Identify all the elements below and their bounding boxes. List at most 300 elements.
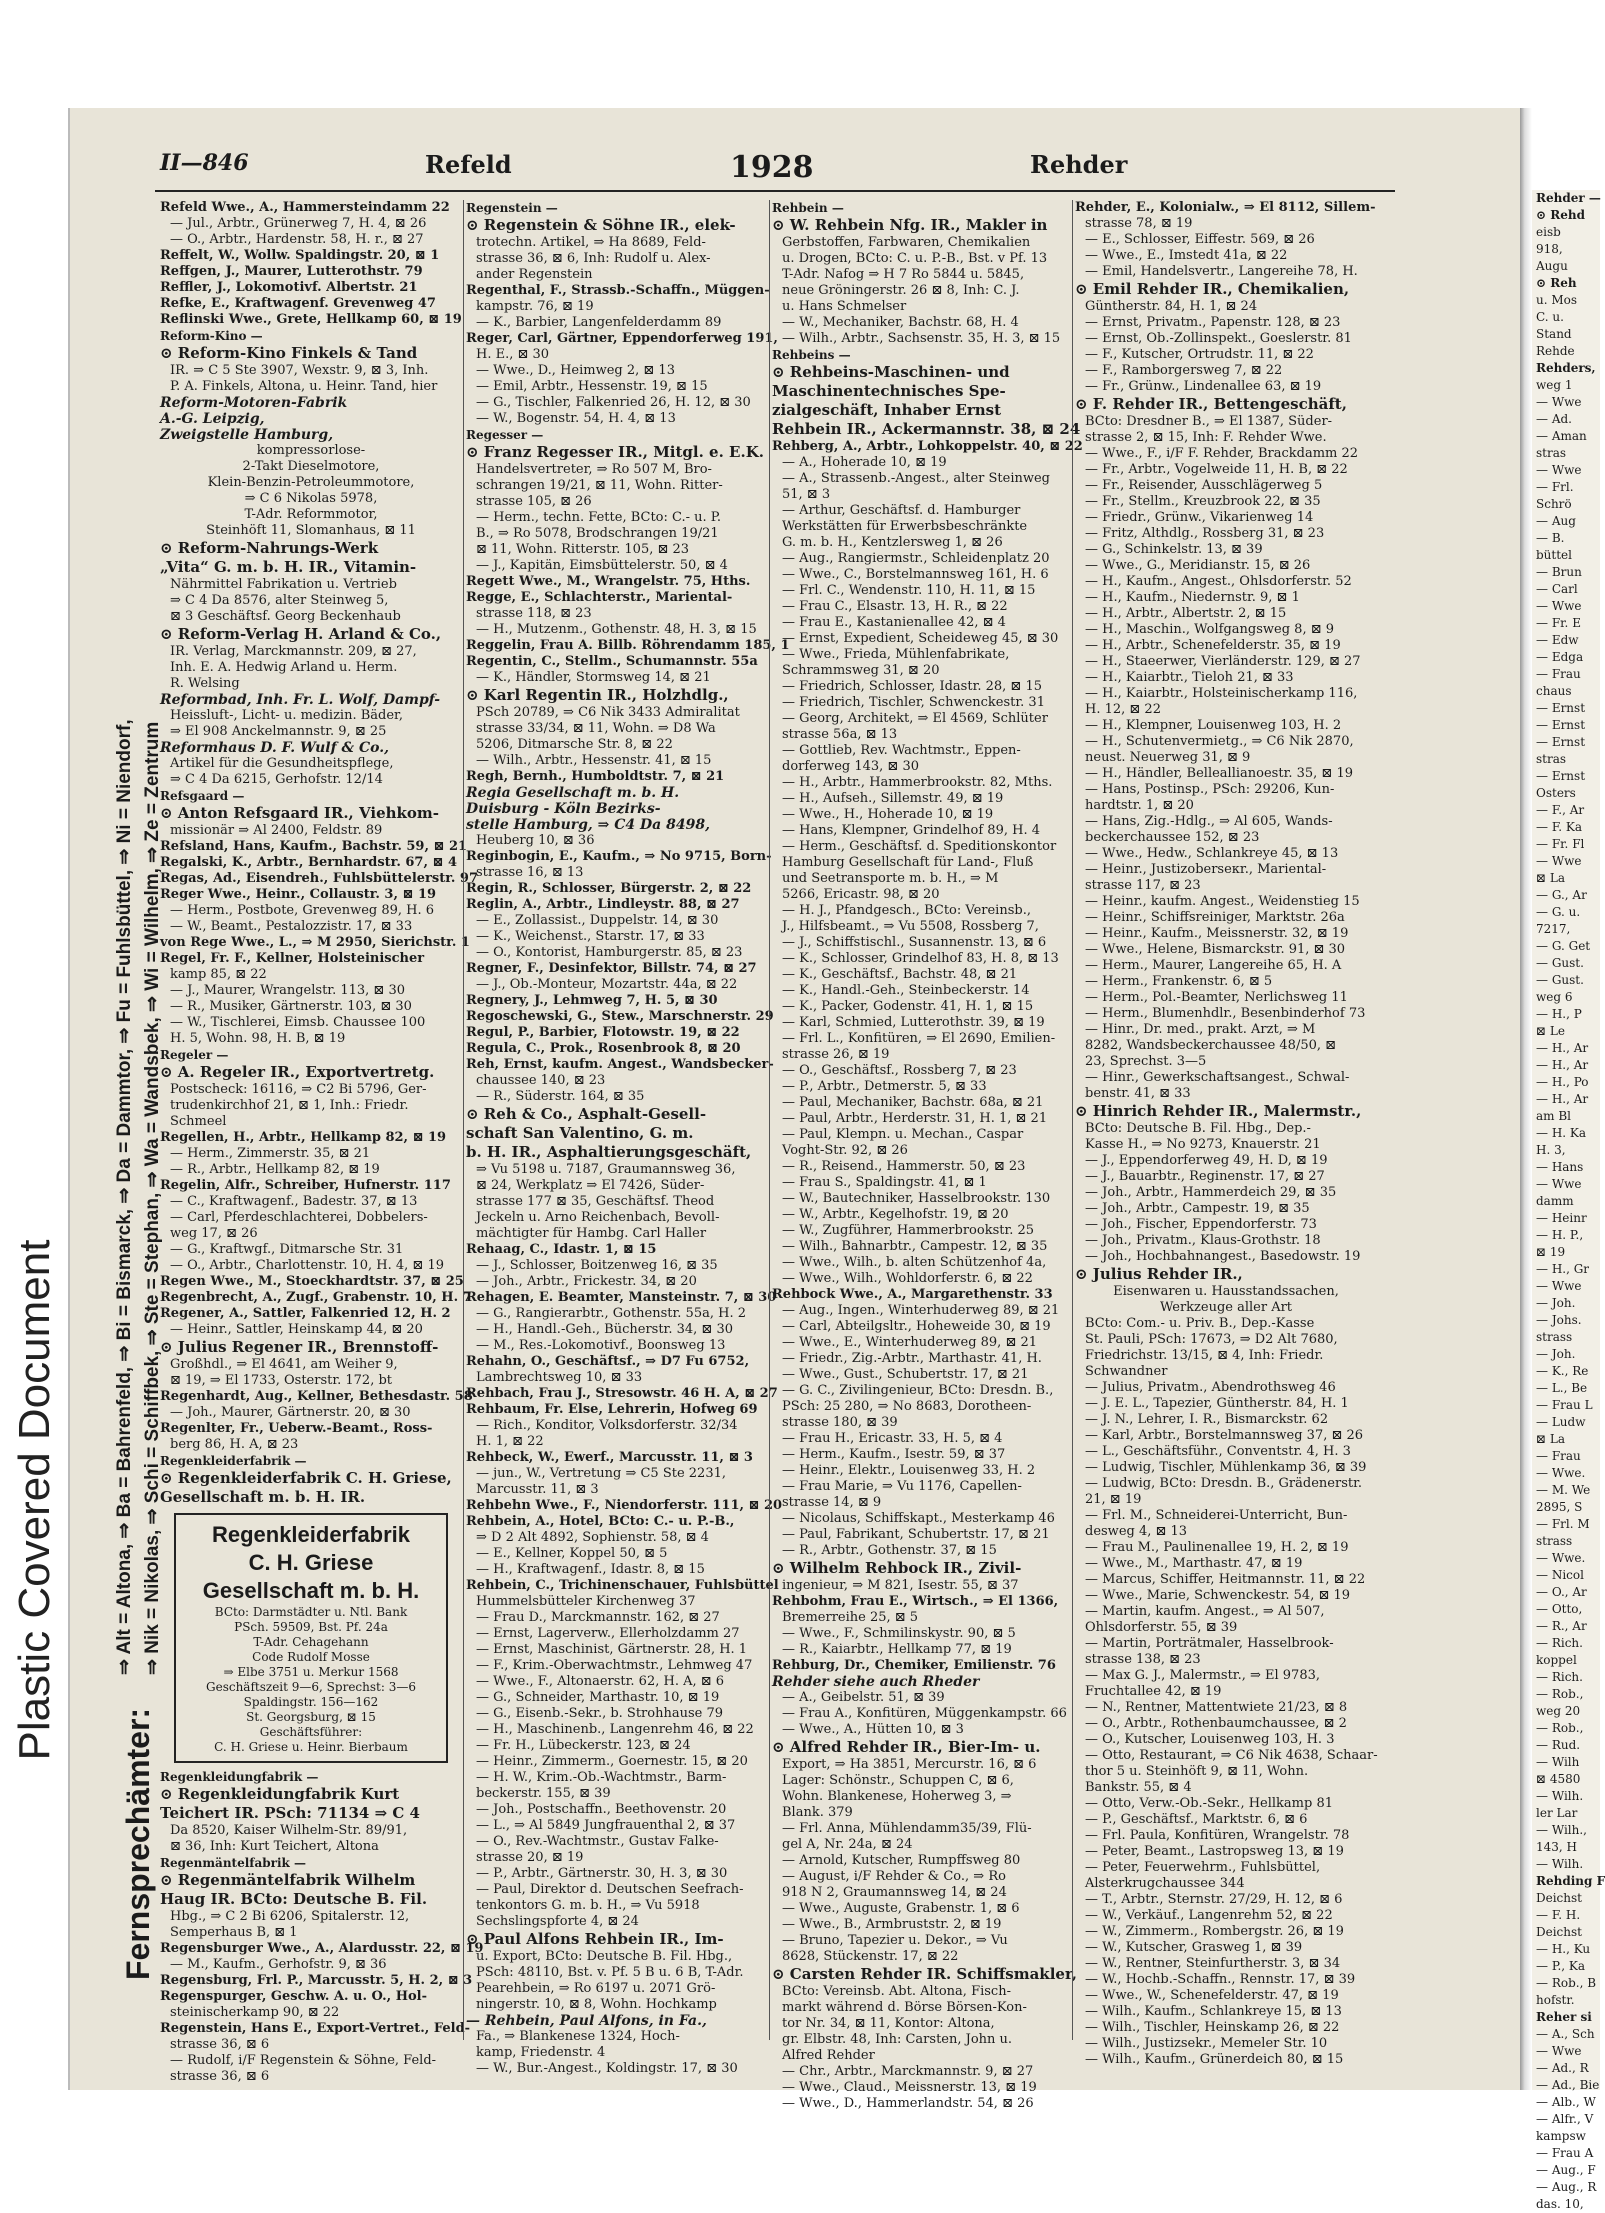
entry-continuation: — Herm., Blumenhdlr., Besenbinderhof 73 bbox=[1085, 1006, 1366, 1021]
next-page-line: — H., Ar bbox=[1536, 1092, 1589, 1106]
directory-entry: ⊙ Rehbeins-Maschinen- und bbox=[772, 363, 1010, 381]
entry-continuation: — Arnold, Kutscher, Rumpffsweg 80 bbox=[782, 1853, 1021, 1868]
entry-continuation: — K., Weichenst., Starstr. 17, ⊠ 33 bbox=[476, 929, 705, 944]
entry-continuation: — Heinr., kaufm. Angest., Weidenstieg 15 bbox=[1085, 894, 1360, 909]
entry-continuation: H. 1, ⊠ 22 bbox=[476, 1434, 544, 1449]
entry-continuation: — Julius, Privatm., Abendrothsweg 46 bbox=[1085, 1380, 1336, 1395]
entry-continuation: — G., Schinkelstr. 13, ⊠ 39 bbox=[1085, 542, 1263, 557]
entry-continuation: — O., Arbtr., Rothenbaumchaussee, ⊠ 2 bbox=[1085, 1716, 1347, 1731]
entry-continuation: — Paul, Direktor d. Deutschen Seefrach- bbox=[476, 1882, 744, 1897]
directory-entry: Refke, E., Kraftwagenf. Grevenweg 47 bbox=[160, 296, 436, 311]
entry-continuation: — Wwe., B., Armbruststr. 2, ⊠ 19 bbox=[782, 1917, 1002, 1932]
entry-continuation: — Ernst, Lagerverw., Ellerholzdamm 27 bbox=[476, 1626, 740, 1641]
next-page-line: ⊙ Reh bbox=[1536, 276, 1577, 290]
directory-entry: Refsland, Hans, Kaufm., Bachstr. 59, ⊠ 21 bbox=[160, 839, 468, 854]
directory-entry: Regin, R., Schlosser, Bürgerstr. 2, ⊠ 22 bbox=[466, 881, 752, 896]
entry-continuation: ⊠ 11, Wohn. Ritterstr. 105, ⊠ 23 bbox=[476, 542, 690, 557]
directory-entry: Reggelin, Frau A. Billb. Röhrendamm 185, 1 bbox=[466, 638, 790, 653]
entry-continuation: — R., Musiker, Gärtnerstr. 103, ⊠ 30 bbox=[170, 999, 412, 1014]
column-1 bbox=[160, 200, 484, 2084]
entry-continuation: — Wwe., Wilh., Wohldorferstr. 6, ⊠ 22 bbox=[782, 1271, 1033, 1286]
next-page-line: — Ad. bbox=[1536, 412, 1572, 426]
entry-continuation: — Fr., Stellm., Kreuzbrook 22, ⊠ 35 bbox=[1085, 494, 1321, 509]
advertisement-title: Gesellschaft m. b. H. bbox=[202, 1578, 420, 1603]
directory-entry: ⊙ Alfred Rehder IR., Bier-Im- u. bbox=[772, 1738, 1041, 1756]
entry-continuation: strasse 138, ⊠ 23 bbox=[1085, 1652, 1201, 1667]
entry-continuation: ingenieur, ⇒ M 821, Isestr. 55, ⊠ 37 bbox=[782, 1578, 1019, 1593]
fernsprechaemter-line-2: ⇒ Nik = Nikolas, ⇒ Schi = Schiffbek, ⇒ Ste = Stephan, ⇒ Wa = Wandsbek, ⇒ Wi = Wilhelm, ⇒ Ze = Zentrum bbox=[142, 721, 163, 1675]
entry-continuation: — Joh., Privatm., Klaus-Grothstr. 18 bbox=[1085, 1233, 1321, 1248]
directory-entry: Rehagen, E. Beamter, Mansteinstr. 7, ⊠ 30 bbox=[466, 1290, 777, 1305]
advertisement-line: C. H. Griese u. Heinr. Bierbaum bbox=[214, 1740, 408, 1754]
directory-entry: ⊙ Karl Regentin IR., Holzhdlg., bbox=[466, 686, 729, 704]
entry-continuation: — J., Kapitän, Eimsbüttelerstr. 50, ⊠ 4 bbox=[476, 558, 728, 573]
next-page-line: — Carl bbox=[1536, 582, 1578, 596]
entry-continuation: — Herm., Frankenstr. 6, ⊠ 5 bbox=[1085, 974, 1273, 989]
entry-continuation: — R., Arbtr., Hellkamp 82, ⊠ 19 bbox=[170, 1162, 380, 1177]
entry-continuation: — Wwe., F., Altonaerstr. 62, H. A, ⊠ 6 bbox=[476, 1674, 725, 1689]
entry-continuation: Friedrichstr. 13/15, ⊠ 4, Inh: Friedr. bbox=[1085, 1348, 1324, 1363]
entry-continuation: weg 17, ⊠ 26 bbox=[170, 1226, 258, 1241]
directory-entry: Zweigstelle Hamburg, bbox=[160, 427, 334, 443]
directory-entry: Steinhöft 11, Slomanhaus, ⊠ 11 bbox=[206, 523, 416, 538]
entry-continuation: H. E., ⊠ 30 bbox=[476, 347, 550, 362]
entry-continuation: markt während d. Börse Börsen-Kon- bbox=[782, 2000, 1027, 2015]
entry-continuation: — Wwe., Frieda, Mühlenfabrikate, bbox=[782, 647, 1010, 662]
next-page-line: — H., Ar bbox=[1536, 1058, 1589, 1072]
entry-continuation: strasse 36, ⊠ 6 bbox=[170, 2069, 270, 2084]
directory-entry: ⊙ Reform-Nahrungs-Werk bbox=[160, 539, 379, 557]
entry-continuation: — H., Staeerwer, Vierländerstr. 129, ⊠ 27 bbox=[1085, 654, 1361, 669]
entry-continuation: strasse 20, ⊠ 19 bbox=[476, 1850, 584, 1865]
entry-continuation: u. Drogen, BCto: C. u. P.-B., Bst. v Pf. 13 bbox=[782, 251, 1048, 266]
entry-continuation: G. m. b. H., Kentzlersweg 1, ⊠ 26 bbox=[782, 535, 1003, 550]
directory-entry: Rehbeck, W., Ewerf., Marcusstr. 11, ⊠ 3 bbox=[466, 1450, 753, 1465]
next-page-line: 7217, bbox=[1536, 922, 1571, 936]
entry-continuation: — O., Arbtr., Charlottenstr. 10, H. 4, ⊠ 19 bbox=[170, 1258, 444, 1273]
entry-continuation: — Karl, Schmied, Lutterothstr. 39, ⊠ 19 bbox=[782, 1015, 1045, 1030]
entry-continuation: strasse 105, ⊠ 26 bbox=[476, 494, 592, 509]
next-page-line: — Fr. E bbox=[1536, 616, 1581, 630]
advertisement-title: C. H. Griese bbox=[248, 1550, 374, 1575]
entry-continuation: — Herm., Zimmerstr. 35, ⊠ 21 bbox=[170, 1146, 371, 1161]
entry-continuation: — H., Arbtr., Schenefelderstr. 35, ⊠ 19 bbox=[1085, 638, 1341, 653]
entry-continuation: — Herm., Geschäftsf. d. Speditionskontor bbox=[782, 839, 1057, 854]
next-page-line: — Ad., R bbox=[1536, 2061, 1589, 2075]
entry-continuation: — H., Maschinenb., Langenrehm 46, ⊠ 22 bbox=[476, 1722, 754, 1737]
entry-continuation: — Wwe., Wilh., b. alten Schützenhof 4a, bbox=[782, 1255, 1047, 1270]
entry-continuation: — Gottlieb, Rev. Wachtmstr., Eppen- bbox=[782, 743, 1021, 758]
entry-continuation: — H., Kaufm., Angest., Ohlsdorferstr. 52 bbox=[1085, 574, 1352, 589]
entry-continuation: — H., Klempner, Louisenweg 103, H. 2 bbox=[1085, 718, 1342, 733]
directory-entry: ⊙ Reform-Kino Finkels & Tand bbox=[160, 344, 418, 362]
entry-continuation: — Frau M., Paulinenallee 19, H. 2, ⊠ 19 bbox=[1085, 1540, 1349, 1555]
entry-continuation: — J. E. L., Tapezier, Güntherstr. 84, H. 1 bbox=[1085, 1396, 1349, 1411]
entry-continuation: Werkstätten für Erwerbsbeschränkte bbox=[782, 519, 1028, 534]
next-page-line: koppel bbox=[1536, 1653, 1577, 1667]
entry-continuation: — A., Hoherade 10, ⊠ 19 bbox=[782, 455, 947, 470]
entry-continuation: desweg 4, ⊠ 13 bbox=[1085, 1524, 1188, 1539]
directory-entry: Werkzeuge aller Art bbox=[1159, 1300, 1293, 1315]
directory-entry: Regener, A., Sattler, Falkenried 12, H. 2 bbox=[160, 1306, 451, 1321]
entry-continuation: — H., Arbtr., Albertstr. 2, ⊠ 15 bbox=[1085, 606, 1287, 621]
entry-continuation: — Wwe., H., Hoherade 10, ⊠ 19 bbox=[782, 807, 994, 822]
entry-continuation: — Herm., Maurer, Langereihe 65, H. A bbox=[1085, 958, 1342, 973]
entry-continuation: strasse 36, ⊠ 6 bbox=[170, 2037, 270, 2052]
entry-continuation: 918 N 2, Graumannsweg 14, ⊠ 24 bbox=[782, 1885, 1007, 1900]
entry-continuation: Semperhaus B, ⊠ 1 bbox=[170, 1925, 298, 1940]
entry-continuation: ⇒ C 4 Da 6215, Gerhofstr. 12/14 bbox=[170, 772, 383, 787]
directory-entry: Klein-Benzin-Petroleummotore, bbox=[207, 475, 415, 490]
entry-continuation: — Heinr., Schiffsreiniger, Marktstr. 26a bbox=[1085, 910, 1345, 925]
next-page-line: strass bbox=[1536, 1330, 1573, 1344]
entry-continuation: — Hinr., Dr. med., prakt. Arzt, ⇒ M bbox=[1085, 1022, 1316, 1037]
directory-entry: ⊙ Anton Refsgaard IR., Viehkom- bbox=[160, 804, 440, 822]
entry-continuation: thor 5 u. Steinhöft 9, ⊠ 11, Wohn. bbox=[1085, 1764, 1309, 1779]
entry-continuation: 5206, Ditmarsche Str. 8, ⊠ 22 bbox=[476, 737, 673, 752]
entry-continuation: — Wilh., Arbtr., Hessenstr. 41, ⊠ 15 bbox=[476, 753, 712, 768]
entry-continuation: gel A, Nr. 24a, ⊠ 24 bbox=[782, 1837, 913, 1852]
next-page-line: stras bbox=[1536, 752, 1567, 766]
entry-continuation: trudenkirchhof 21, ⊠ 1, Inh.: Friedr. bbox=[170, 1098, 409, 1113]
entry-continuation: Postscheck: 16116, ⇒ C2 Bi 5796, Ger- bbox=[170, 1082, 427, 1097]
entry-continuation: — W., Bur.-Angest., Koldingstr. 17, ⊠ 30 bbox=[476, 2061, 738, 2076]
entry-continuation: Alsterkrugchaussee 344 bbox=[1085, 1876, 1245, 1891]
entry-continuation: Da 8520, Kaiser Wilhelm-Str. 89/91, bbox=[170, 1823, 408, 1838]
next-page-line: — Wilh bbox=[1536, 1755, 1580, 1769]
next-page-line: Rehders, bbox=[1536, 361, 1596, 375]
directory-entry: ⊙ Carsten Rehder IR. Schiffsmakler, bbox=[772, 1965, 1077, 1983]
next-page-line: — G. Get bbox=[1536, 939, 1591, 953]
entry-continuation: — G., Tischler, Falkenried 26, H. 12, ⊠ 30 bbox=[476, 395, 751, 410]
next-page-line: — Edw bbox=[1536, 633, 1579, 647]
next-page-line: Rehder — bbox=[1536, 191, 1601, 205]
directory-entry: Regnery, J., Lehmweg 7, H. 5, ⊠ 30 bbox=[466, 993, 718, 1008]
directory-entry: ⊙ A. Regeler IR., Exportvertretg. bbox=[160, 1063, 435, 1081]
entry-continuation: — Friedr., Grünw., Vikarienweg 14 bbox=[1085, 510, 1314, 525]
entry-continuation: — August, i/F Rehder & Co., ⇒ Ro bbox=[782, 1869, 1006, 1884]
directory-entry: ⊙ Reform-Verlag H. Arland & Co., bbox=[160, 625, 442, 643]
page-header bbox=[160, 150, 1500, 190]
directory-entry: Rehaag, C., Idastr. 1, ⊠ 15 bbox=[466, 1242, 657, 1257]
directory-entry: Regenhardt, Aug., Kellner, Bethesdastr. 58 bbox=[160, 1389, 473, 1404]
entry-continuation: — W., Beamt., Pestalozzistr. 17, ⊠ 33 bbox=[170, 919, 413, 934]
entry-continuation: — Wwe., D., Heimweg 2, ⊠ 13 bbox=[476, 363, 675, 378]
directory-entry: Regula, C., Prok., Rosenbrook 8, ⊠ 20 bbox=[466, 1041, 741, 1056]
entry-continuation: strasse 177 ⊠ 35, Geschäftsf. Theod bbox=[476, 1194, 715, 1209]
header-year: 1928 bbox=[730, 150, 814, 185]
next-page-line: — Ludw bbox=[1536, 1415, 1586, 1429]
entry-continuation: strasse 180, ⊠ 39 bbox=[782, 1415, 898, 1430]
directory-entry: ⊙ Julius Rehder IR., bbox=[1075, 1265, 1243, 1283]
entry-continuation: — J., Maurer, Wrangelstr. 113, ⊠ 30 bbox=[170, 983, 406, 998]
entry-continuation: Großhdl., ⇒ El 4641, am Weiher 9, bbox=[170, 1357, 398, 1372]
entry-continuation: — W., Zimmerm., Rombergstr. 26, ⊠ 19 bbox=[1085, 1924, 1344, 1939]
entry-continuation: — K., Handl.-Geh., Steinbeckerstr. 14 bbox=[782, 983, 1030, 998]
entry-continuation: Blank. 379 bbox=[782, 1805, 853, 1820]
directory-entry: Regenspurger, Geschw. A. u. O., Hol- bbox=[160, 1989, 427, 2004]
next-page-line: — Wwe bbox=[1536, 854, 1582, 868]
next-page-line: Deichst bbox=[1536, 1925, 1582, 1939]
directory-entry: Regenbrecht, A., Zugf., Grabenstr. 10, H. 7 bbox=[160, 1290, 472, 1305]
next-page-line: damm bbox=[1536, 1194, 1574, 1208]
entry-continuation: PSch: 48110, Bst. v. Pf. 5 B u. 6 B, T-Adr. bbox=[476, 1965, 744, 1980]
next-page-line: — Aug bbox=[1536, 514, 1576, 528]
entry-continuation: — J. N., Lehrer, I. R., Bismarckstr. 62 bbox=[1085, 1412, 1329, 1427]
entry-continuation: — N., Rentner, Mattentwiete 21/23, ⊠ 8 bbox=[1085, 1700, 1348, 1715]
entry-continuation: — Chr., Arbtr., Marckmannstr. 9, ⊠ 27 bbox=[782, 2064, 1034, 2079]
entry-continuation: und Seetransporte m. b. H., ⇒ M bbox=[782, 871, 999, 886]
entry-continuation: ningerstr. 10, ⊠ 8, Wohn. Hochkamp bbox=[476, 1997, 717, 2012]
next-page-line: chaus bbox=[1536, 684, 1572, 698]
column-divider bbox=[769, 200, 770, 2040]
entry-continuation: — C., Kraftwagenf., Badestr. 37, ⊠ 13 bbox=[170, 1194, 418, 1209]
next-page-line: — F., Ar bbox=[1536, 803, 1585, 817]
next-page-line: — Wwe bbox=[1536, 1279, 1582, 1293]
advertisement-line: St. Georgsburg, ⊠ 15 bbox=[246, 1710, 376, 1724]
section-heading: Regenkleidungfabrik — bbox=[160, 1770, 319, 1784]
entry-continuation: ⇒ El 908 Anckelmannstr. 9, ⊠ 25 bbox=[170, 724, 387, 739]
entry-continuation: — Jul., Arbtr., Grünerweg 7, H. 4, ⊠ 26 bbox=[170, 216, 427, 231]
next-page-line: 143, H bbox=[1536, 1840, 1577, 1854]
entry-continuation: — Frau D., Marckmannstr. 162, ⊠ 27 bbox=[476, 1610, 720, 1625]
directory-entry: ⊙ W. Rehbein Nfg. IR., Makler in bbox=[772, 216, 1048, 234]
entry-continuation: — Hans, Zig.-Hdlg., ⇒ Al 605, Wands- bbox=[1085, 814, 1333, 829]
entry-continuation: — Wilh., Kaufm., Grünerdeich 80, ⊠ 15 bbox=[1085, 2052, 1344, 2067]
scanner-margin bbox=[0, 40, 68, 2050]
next-page-line: ⊠ La bbox=[1536, 871, 1565, 885]
directory-entry: 2-Takt Dieselmotore, bbox=[242, 459, 380, 474]
next-page-line: u. Mos bbox=[1536, 293, 1578, 307]
entry-continuation: Marcusstr. 11, ⊠ 3 bbox=[476, 1482, 599, 1497]
entry-continuation: — Carl, Abteilgsltr., Hoheweide 30, ⊠ 19 bbox=[782, 1319, 1051, 1334]
next-page-line: — K., Re bbox=[1536, 1364, 1589, 1378]
entry-continuation: IR. ⇒ C 5 Ste 3907, Wexstr. 9, ⊠ 3, Inh. bbox=[170, 363, 429, 378]
advertisement-line: PSch. 59509, Bst. Pf. 24a bbox=[234, 1620, 388, 1634]
directory-entry: Regelin, Alfr., Schreiber, Hufnerstr. 117 bbox=[160, 1178, 451, 1193]
entry-continuation: ander Regenstein bbox=[476, 267, 593, 282]
entry-continuation: Wohn. Blankenese, Hoherweg 3, ⇒ bbox=[782, 1789, 1012, 1804]
next-page-line: Deichst bbox=[1536, 1891, 1582, 1905]
directory-entry: ⊙ Wilhelm Rehbock IR., Zivil- bbox=[772, 1559, 1022, 1577]
entry-continuation: — Hinr., Gewerkschaftsangest., Schwal- bbox=[1085, 1070, 1350, 1085]
entry-continuation: Kasse H., ⇒ No 9273, Knauerstr. 21 bbox=[1085, 1137, 1321, 1152]
entry-continuation: strasse 16, ⊠ 13 bbox=[476, 865, 584, 880]
entry-continuation: — F., Krim.-Oberwachtmstr., Lehmweg 47 bbox=[476, 1658, 753, 1673]
entry-continuation: — R., Reisend., Hammerstr. 50, ⊠ 23 bbox=[782, 1159, 1026, 1174]
next-page-line: — Frl. bbox=[1536, 480, 1574, 494]
entry-continuation: — Paul, Mechaniker, Bachstr. 68a, ⊠ 21 bbox=[782, 1095, 1044, 1110]
next-page-line: Stand bbox=[1536, 327, 1572, 341]
entry-continuation: Pearehbein, ⇒ Ro 6197 u. 2071 Grö- bbox=[476, 1981, 716, 1996]
directory-entry: Rehbaum, Fr. Else, Lehrerin, Hofweg 69 bbox=[466, 1402, 758, 1417]
next-page-line: — Nicol bbox=[1536, 1568, 1584, 1582]
directory-entry: Regul, P., Barbier, Flotowstr. 19, ⊠ 22 bbox=[466, 1025, 740, 1040]
directory-entry: Reffelt, W., Wollw. Spaldingstr. 20, ⊠ 1 bbox=[160, 248, 440, 263]
next-page-line: 918, bbox=[1536, 242, 1563, 256]
directory-entry: Regia Gesellschaft m. b. H. bbox=[466, 785, 680, 801]
entry-continuation: — H., Handl.-Geh., Bücherstr. 34, ⊠ 30 bbox=[476, 1322, 733, 1337]
entry-continuation: PSch 20789, ⇒ C6 Nik 3433 Admiralitat bbox=[476, 705, 740, 720]
next-page-line: — A., Sch bbox=[1536, 2027, 1595, 2041]
entry-continuation: BCto: Vereinsb. Abt. Altona, Fisch- bbox=[782, 1984, 1011, 1999]
entry-continuation: — Frl. Anna, Mühlendamm35/39, Flü- bbox=[782, 1821, 1032, 1836]
entry-continuation: — Wwe., W., Schenefelderstr. 47, ⊠ 19 bbox=[1085, 1988, 1339, 2003]
directory-entry: ⊙ Paul Alfons Rehbein IR., Im- bbox=[466, 1930, 724, 1948]
directory-entry: Regensburger Wwe., A., Alardusstr. 22, ⊠ 19 bbox=[160, 1941, 484, 1956]
entry-continuation: — W., Rentner, Steinfurtherstr. 3, ⊠ 34 bbox=[1085, 1956, 1341, 1971]
directory-entry: Regner, F., Desinfektor, Billstr. 74, ⊠ 27 bbox=[466, 961, 757, 976]
entry-continuation: — Wwe., A., Hütten 10, ⊠ 3 bbox=[782, 1722, 964, 1737]
entry-continuation: — O., Kontorist, Hamburgerstr. 85, ⊠ 23 bbox=[476, 945, 743, 960]
next-page-line: — Wilh. bbox=[1536, 1857, 1584, 1871]
entry-continuation: — Frau S., Spaldingstr. 41, ⊠ 1 bbox=[782, 1175, 987, 1190]
entry-continuation: R. Welsing bbox=[170, 676, 240, 691]
next-page-line: weg 6 bbox=[1536, 990, 1573, 1004]
entry-continuation: — E., Kellner, Koppel 50, ⊠ 5 bbox=[476, 1546, 668, 1561]
entry-continuation: — Joh., Arbtr., Hammerdeich 29, ⊠ 35 bbox=[1085, 1185, 1337, 1200]
entry-continuation: — Emil, Arbtr., Hessenstr. 19, ⊠ 15 bbox=[476, 379, 708, 394]
entry-continuation: — Martin, kaufm. Angest., ⇒ Al 507, bbox=[1085, 1604, 1325, 1619]
directory-entry: Reformbad, Inh. Fr. L. Wolf, Dampf- bbox=[160, 692, 441, 708]
entry-continuation: dorferweg 143, ⊠ 30 bbox=[782, 759, 920, 774]
entry-continuation: — G., Eisenb.-Sekr., b. Strohhause 79 bbox=[476, 1706, 724, 1721]
section-heading: Regeler — bbox=[160, 1048, 229, 1062]
section-heading: Rehbeins — bbox=[772, 348, 851, 362]
scanner-label: Plastic Covered Document bbox=[10, 1239, 59, 1761]
entry-continuation: — H., Maschin., Wolfgangsweg 8, ⊠ 9 bbox=[1085, 622, 1334, 637]
entry-continuation: Bremerreihe 25, ⊠ 5 bbox=[782, 1610, 919, 1625]
entry-continuation: Schrammsweg 31, ⊠ 20 bbox=[782, 663, 940, 678]
directory-entry: Rehahn, O., Geschäftsf., ⇒ D7 Fu 6752, bbox=[466, 1354, 750, 1369]
next-page-line: am Bl bbox=[1536, 1109, 1572, 1123]
directory-entry: — Rehbein, Paul Alfons, in Fa., bbox=[466, 2013, 707, 2029]
directory-entry: Regen Wwe., M., Stoeckhardtstr. 37, ⊠ 25 bbox=[160, 1274, 464, 1289]
entry-continuation: Gerbstoffen, Farbwaren, Chemikalien bbox=[782, 235, 1031, 250]
entry-continuation: IR. Verlag, Marckmannstr. 209, ⊠ 27, bbox=[170, 644, 417, 659]
next-page-line: — Rob., B bbox=[1536, 1976, 1597, 1990]
entry-continuation: — Herm., Pol.-Beamter, Nerlichsweg 11 bbox=[1085, 990, 1348, 1005]
next-page-line: — L., Be bbox=[1536, 1381, 1588, 1395]
entry-continuation: — R., Süderstr. 164, ⊠ 35 bbox=[476, 1089, 645, 1104]
entry-continuation: — Hans, Klempner, Grindelhof 89, H. 4 bbox=[782, 823, 1040, 838]
entry-continuation: — A., Geibelstr. 51, ⊠ 39 bbox=[782, 1690, 945, 1705]
entry-continuation: — Paul, Klempn. u. Mechan., Caspar bbox=[782, 1127, 1024, 1142]
entry-continuation: — Ludwig, BCto: Dresdn. B., Grädenerstr. bbox=[1085, 1476, 1363, 1491]
entry-continuation: ⇒ D 2 Alt 4892, Sophienstr. 58, ⊠ 4 bbox=[476, 1530, 709, 1545]
section-heading: Regenmäntelfabrik — bbox=[160, 1856, 306, 1870]
directory-entry: ⊙ F. Rehder IR., Bettengeschäft, bbox=[1075, 395, 1347, 413]
entry-continuation: — O., Geschäftsf., Rossberg 7, ⊠ 23 bbox=[782, 1063, 1017, 1078]
entry-continuation: — Joh., Fischer, Eppendorferstr. 73 bbox=[1085, 1217, 1317, 1232]
entry-continuation: — O., Arbtr., Hardenstr. 58, H. r., ⊠ 27 bbox=[170, 232, 424, 247]
directory-entry: Regett Wwe., M., Wrangelstr. 75, Hths. bbox=[466, 574, 751, 589]
entry-continuation: — Joh., Arbtr., Campestr. 19, ⊠ 35 bbox=[1085, 1201, 1310, 1216]
next-page-line: büttel bbox=[1536, 548, 1572, 562]
entry-continuation: kamp 85, ⊠ 22 bbox=[170, 967, 267, 982]
directory-entry: Reger, Carl, Gärtner, Eppendorferweg 191, bbox=[466, 331, 778, 346]
entry-continuation: — Wwe., Gust., Schubertstr. 17, ⊠ 21 bbox=[782, 1367, 1029, 1382]
entry-continuation: — Friedr., Zig.-Arbtr., Marthastr. 41, H. bbox=[782, 1351, 1042, 1366]
entry-continuation: — Frau C., Elsastr. 13, H. R., ⊠ 22 bbox=[782, 599, 1008, 614]
entry-continuation: — W., Zugführer, Hammerbrookstr. 25 bbox=[782, 1223, 1035, 1238]
next-page-line: — Ad., Bie bbox=[1536, 2078, 1600, 2092]
entry-continuation: — R., Kaiarbtr., Hellkamp 77, ⊠ 19 bbox=[782, 1642, 1012, 1657]
next-page-line: ler Lar bbox=[1536, 1806, 1578, 1820]
entry-continuation: — Herm., techn. Fette, BCto: C.- u. P. bbox=[476, 510, 722, 525]
directory-entry: Regoschewski, G., Stew., Marschnerstr. 29 bbox=[466, 1009, 774, 1024]
next-page-line: — Heinr bbox=[1536, 1211, 1587, 1225]
next-page-line: — H. P., bbox=[1536, 1228, 1584, 1242]
next-page-line: — Ernst bbox=[1536, 769, 1586, 783]
entry-continuation: — Ernst, Maschinist, Gärtnerstr. 28, H. 1 bbox=[476, 1642, 748, 1657]
next-page-line: — Wwe. bbox=[1536, 1466, 1586, 1480]
entry-continuation: u. Hans Schmelser bbox=[782, 299, 907, 314]
entry-continuation: BCto: Dresdner B., ⇒ El 1387, Süder- bbox=[1085, 414, 1333, 429]
next-page-line: — R., Ar bbox=[1536, 1619, 1587, 1633]
next-page-line: — F. H. bbox=[1536, 1908, 1581, 1922]
directory-entry: ⊙ Regenkleidungfabrik Kurt bbox=[160, 1785, 400, 1803]
column-divider bbox=[1072, 200, 1073, 2040]
next-page-line: Rehde bbox=[1536, 344, 1575, 358]
entry-continuation: — Ernst, Ob.-Zollinspekt., Goeslerstr. 81 bbox=[1085, 331, 1352, 346]
directory-entry: Reglin, A., Arbtr., Lindleystr. 88, ⊠ 27 bbox=[466, 897, 740, 912]
advertisement-line: BCto: Darmstädter u. Ntl. Bank bbox=[214, 1605, 408, 1619]
entry-continuation: — Frau H., Ericastr. 33, H. 5, ⊠ 4 bbox=[782, 1431, 1003, 1446]
next-page-line: — Rud. bbox=[1536, 1738, 1581, 1752]
entry-continuation: — jun., W., Vertretung ⇒ C5 Ste 2231, bbox=[476, 1466, 726, 1481]
entry-continuation: — Otto, Verw.-Ob.-Sekr., Hellkamp 81 bbox=[1085, 1796, 1334, 1811]
header-left-keyword: Refeld bbox=[425, 150, 512, 179]
entry-continuation: — J., Bauarbtr., Reginenstr. 17, ⊠ 27 bbox=[1085, 1169, 1325, 1184]
directory-entry: stelle Hamburg, ⇒ C4 Da 8498, bbox=[466, 817, 710, 833]
entry-continuation: strasse 2, ⊠ 15, Inh: F. Rehder Wwe. bbox=[1085, 430, 1327, 445]
directory-entry: Reflinski Wwe., Grete, Hellkamp 60, ⊠ 19 bbox=[160, 312, 462, 327]
next-page-line: — Aman bbox=[1536, 429, 1587, 443]
entry-continuation: — Rich., Konditor, Volksdorferstr. 32/34 bbox=[476, 1418, 738, 1433]
entry-continuation: — H. J., Pfandgesch., BCto: Vereinsb., bbox=[782, 903, 1031, 918]
advertisement-line: Geschäftszeit 9—6, Sprechst: 3—6 bbox=[206, 1680, 416, 1694]
entry-continuation: — Frau A., Konfitüren, Müggenkampstr. 66 bbox=[782, 1706, 1067, 1721]
directory-entry: Gesellschaft m. b. H. IR. bbox=[160, 1488, 366, 1506]
entry-continuation: steinischerkamp 90, ⊠ 22 bbox=[170, 2005, 340, 2020]
entry-continuation: — O., Kutscher, Louisenweg 103, H. 3 bbox=[1085, 1732, 1335, 1747]
next-page-line: das. 10, bbox=[1536, 2197, 1584, 2211]
entry-continuation: PSch: 25 280, ⇒ No 8683, Dorotheen- bbox=[782, 1399, 1032, 1414]
next-page-line: — Edga bbox=[1536, 650, 1584, 664]
entry-continuation: — Frl. Paula, Konfitüren, Wrangelstr. 78 bbox=[1085, 1828, 1350, 1843]
entry-continuation: tenkontors G. m. b. H., ⇒ Vu 5918 bbox=[476, 1898, 700, 1913]
entry-continuation: strasse 36, ⊠ 6, Inh: Rudolf u. Alex- bbox=[476, 251, 711, 266]
entry-continuation: — Georg, Architekt, ⇒ El 4569, Schlüter bbox=[782, 711, 1048, 726]
next-page-line: — Wwe bbox=[1536, 463, 1582, 477]
next-page-line: ⊠ 19 bbox=[1536, 1245, 1566, 1259]
entry-continuation: — Wwe., Marie, Schwenckestr. 54, ⊠ 19 bbox=[1085, 1588, 1351, 1603]
entry-continuation: — Bruno, Tapezier u. Dekor., ⇒ Vu bbox=[782, 1933, 1008, 1948]
entry-continuation: Lager: Schönstr., Schuppen C, ⊠ 6, bbox=[782, 1773, 1014, 1788]
entry-continuation: — Heinr., Zimmerm., Goernestr. 15, ⊠ 20 bbox=[476, 1754, 748, 1769]
entry-continuation: beckerstr. 155, ⊠ 39 bbox=[476, 1786, 611, 1801]
entry-continuation: Hamburg Gesellschaft für Land-, Fluß bbox=[782, 855, 1034, 870]
entry-continuation: strasse 56a, ⊠ 13 bbox=[782, 727, 898, 742]
advertisement-line: ⇒ Elbe 3751 u. Merkur 1568 bbox=[223, 1665, 399, 1679]
next-page-line: — Frau A bbox=[1536, 2146, 1594, 2160]
entry-continuation: — Wwe., Auguste, Grabenstr. 1, ⊠ 6 bbox=[782, 1901, 1020, 1916]
entry-continuation: St. Pauli, PSch: 17673, ⇒ D2 Alt 7680, bbox=[1085, 1332, 1338, 1347]
entry-continuation: — Frau E., Kastanienallee 42, ⊠ 4 bbox=[782, 615, 1006, 630]
next-page-line: — Rob., bbox=[1536, 1687, 1584, 1701]
entry-continuation: — Aug., Rangiermstr., Schleidenplatz 20 bbox=[782, 551, 1050, 566]
